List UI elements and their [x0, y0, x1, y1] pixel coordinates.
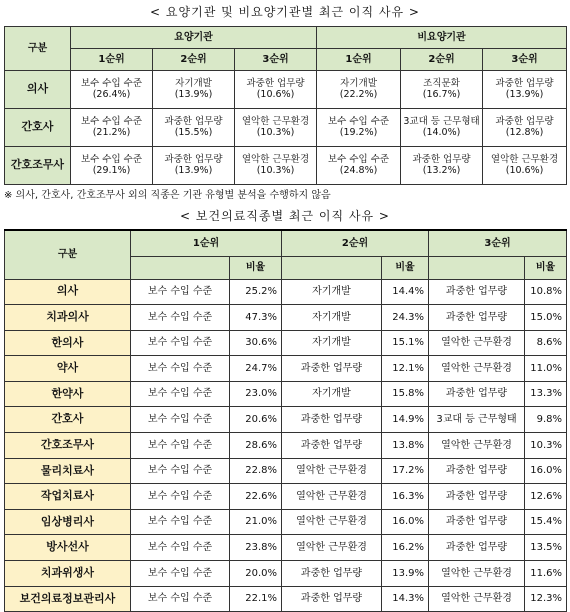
reason-cell: 보수 수입 수준: [131, 535, 230, 561]
row-label: 한의사: [5, 330, 131, 356]
reason-cell: 자기개발: [282, 381, 382, 407]
ratio-cell: 24.3%: [382, 305, 429, 331]
reason-cell: 과중한 업무량: [282, 356, 382, 382]
reason-text: 열악한 근무환경: [241, 115, 310, 127]
ratio-cell: 22.1%: [230, 586, 282, 612]
reason-text: 보수 수입 수준: [327, 115, 390, 127]
rank-header: 1순위: [131, 230, 282, 256]
reason-text: 3교대 등 근무형태: [403, 115, 480, 127]
reason-cell: 보수 수입 수준: [131, 458, 230, 484]
reason-percent: (10.6%): [256, 88, 295, 100]
reason-cell: 보수 수입 수준: [131, 586, 230, 612]
reason-text: 자기개발: [175, 77, 212, 89]
ratio-cell: 25.2%: [230, 279, 282, 305]
reason-cell: [235, 71, 317, 109]
ratio-cell: 30.6%: [230, 330, 282, 356]
reason-cell: 자기개발: [282, 330, 382, 356]
reason-cell: 과중한 업무량: [429, 381, 525, 407]
ratio-cell: 14.4%: [382, 279, 429, 305]
group-header-noncare: 비요양기관: [317, 27, 567, 49]
reason-cell: 열악한 근무환경: [429, 330, 525, 356]
reason-cell: 과중한 업무량: [429, 484, 525, 510]
table1-title: < 요양기관 및 비요양기관별 최근 이직 사유 >: [150, 5, 420, 19]
reason-text: 자기개발: [340, 77, 377, 89]
reason-percent: (14.0%): [422, 126, 461, 138]
row-label: 치과의사: [5, 305, 131, 331]
table-row: [5, 279, 567, 305]
ratio-cell: 22.8%: [230, 458, 282, 484]
reason-cell: 열악한 근무환경: [429, 433, 525, 459]
row-label: 약사: [5, 356, 131, 382]
ratio-header: 비율: [382, 256, 429, 279]
reason-cell: [483, 147, 567, 185]
row-label: 간호조무사: [5, 433, 131, 459]
reason-cell: 보수 수입 수준: [131, 381, 230, 407]
ratio-cell: 16.2%: [382, 535, 429, 561]
reason-percent: (21.2%): [92, 126, 131, 138]
ratio-cell: 21.0%: [230, 509, 282, 535]
table-row: [5, 356, 567, 382]
footnote: ※ 의사, 간호사, 간호조무사 외의 직종은 기관 유형별 분석을 수행하지 않음: [4, 190, 331, 201]
ratio-cell: 13.5%: [525, 535, 567, 561]
row-label: 치과위생사: [5, 561, 131, 587]
reason-cell: [401, 147, 483, 185]
reason-cell: 보수 수입 수준: [131, 484, 230, 510]
row-label: 간호사: [5, 407, 131, 433]
ratio-cell: 15.8%: [382, 381, 429, 407]
ratio-cell: 12.1%: [382, 356, 429, 382]
ratio-cell: 24.7%: [230, 356, 282, 382]
row-label: 보건의료정보관리사: [5, 586, 131, 612]
reason-text: 조직문화: [423, 77, 460, 89]
table-by-occupation: [4, 229, 567, 612]
reason-cell: 자기개발: [282, 279, 382, 305]
reason-percent: (10.3%): [256, 126, 295, 138]
ratio-cell: 12.6%: [525, 484, 567, 510]
reason-text: 과중한 업무량: [412, 153, 471, 165]
reason-cell: 과중한 업무량: [282, 561, 382, 587]
row-label: 의사: [5, 279, 131, 305]
reason-cell: [483, 71, 567, 109]
ratio-cell: 23.8%: [230, 535, 282, 561]
ratio-cell: 16.3%: [382, 484, 429, 510]
reason-cell: 보수 수입 수준: [131, 305, 230, 331]
rank-header: 1순위: [317, 49, 401, 71]
ratio-cell: 8.6%: [525, 330, 567, 356]
rank-header: 2순위: [401, 49, 483, 71]
reason-text: 과중한 업무량: [164, 115, 223, 127]
reason-cell: [401, 71, 483, 109]
reason-cell: [71, 71, 153, 109]
rank-header: 2순위: [153, 49, 235, 71]
reason-cell: 보수 수입 수준: [131, 561, 230, 587]
row-label: 간호조무사: [5, 147, 71, 185]
reason-cell: 보수 수입 수준: [131, 279, 230, 305]
ratio-cell: 9.8%: [525, 407, 567, 433]
ratio-cell: 47.3%: [230, 305, 282, 331]
reason-text: 보수 수입 수준: [327, 153, 390, 165]
reason-cell: [483, 109, 567, 147]
group-header-care: 요양기관: [71, 27, 317, 49]
reason-cell: [153, 147, 235, 185]
table1-corner: 구분: [5, 27, 71, 71]
reason-cell: 과중한 업무량: [429, 279, 525, 305]
reason-cell: [153, 71, 235, 109]
row-label: 한약사: [5, 381, 131, 407]
reason-percent: (19.2%): [339, 126, 378, 138]
table-row: [5, 484, 567, 510]
ratio-cell: 15.1%: [382, 330, 429, 356]
reason-percent: (13.2%): [422, 164, 461, 176]
table2-title: < 보건의료직종별 최근 이직 사유 >: [180, 209, 390, 223]
table-by-institution-type: [4, 26, 567, 185]
ratio-cell: 20.0%: [230, 561, 282, 587]
ratio-cell: 28.6%: [230, 433, 282, 459]
reason-cell: [153, 109, 235, 147]
ratio-cell: 14.9%: [382, 407, 429, 433]
reason-cell: [317, 147, 401, 185]
ratio-cell: 15.0%: [525, 305, 567, 331]
reason-cell: 열악한 근무환경: [282, 535, 382, 561]
ratio-cell: 16.0%: [382, 509, 429, 535]
reason-cell: 자기개발: [282, 305, 382, 331]
rank-header: 3순위: [483, 49, 567, 71]
rank-header: 3순위: [235, 49, 317, 71]
reason-text: 보수 수입 수준: [80, 77, 143, 89]
reason-cell: 과중한 업무량: [429, 509, 525, 535]
reason-cell: 열악한 근무환경: [429, 561, 525, 587]
reason-percent: (26.4%): [92, 88, 131, 100]
reason-cell: 보수 수입 수준: [131, 356, 230, 382]
reason-cell: 3교대 등 근무형태: [429, 407, 525, 433]
ratio-cell: 20.6%: [230, 407, 282, 433]
ratio-cell: 13.9%: [382, 561, 429, 587]
ratio-header: 비율: [230, 256, 282, 279]
reason-percent: (13.9%): [174, 164, 213, 176]
reason-cell: 과중한 업무량: [282, 407, 382, 433]
ratio-cell: 17.2%: [382, 458, 429, 484]
reason-cell: 열악한 근무환경: [429, 356, 525, 382]
reason-cell: 과중한 업무량: [429, 458, 525, 484]
table-row: [5, 407, 567, 433]
reason-text: 열악한 근무환경: [490, 153, 559, 165]
reason-cell: [317, 71, 401, 109]
row-label: 임상병리사: [5, 509, 131, 535]
reason-text: 열악한 근무환경: [241, 153, 310, 165]
row-label: 작업치료사: [5, 484, 131, 510]
reason-cell: [71, 147, 153, 185]
table-row: [5, 586, 567, 612]
reason-text: 보수 수입 수준: [80, 115, 143, 127]
reason-cell: [235, 109, 317, 147]
blank-header: [282, 256, 382, 279]
reason-cell: [71, 109, 153, 147]
reason-cell: [317, 109, 401, 147]
reason-cell: 열악한 근무환경: [282, 509, 382, 535]
reason-cell: 보수 수입 수준: [131, 509, 230, 535]
row-label: 의사: [5, 71, 71, 109]
reason-percent: (12.8%): [505, 126, 544, 138]
table-row: [5, 535, 567, 561]
reason-cell: 보수 수입 수준: [131, 330, 230, 356]
reason-percent: (22.2%): [339, 88, 378, 100]
reason-cell: 과중한 업무량: [429, 535, 525, 561]
table-row: [5, 381, 567, 407]
reason-text: 보수 수입 수준: [80, 153, 143, 165]
row-label: 방사선사: [5, 535, 131, 561]
reason-percent: (10.3%): [256, 164, 295, 176]
reason-percent: (24.8%): [339, 164, 378, 176]
reason-cell: [235, 147, 317, 185]
reason-cell: 열악한 근무환경: [429, 586, 525, 612]
table-row: [5, 458, 567, 484]
rank-header: 2순위: [282, 230, 429, 256]
rank-header: 3순위: [429, 230, 567, 256]
reason-text: 과중한 업무량: [246, 77, 305, 89]
ratio-cell: 11.6%: [525, 561, 567, 587]
ratio-cell: 14.3%: [382, 586, 429, 612]
reason-cell: 열악한 근무환경: [282, 458, 382, 484]
reason-cell: 과중한 업무량: [282, 586, 382, 612]
table-row: [5, 509, 567, 535]
ratio-cell: 23.0%: [230, 381, 282, 407]
reason-text: 과중한 업무량: [495, 77, 554, 89]
table-row: [5, 109, 567, 147]
table-row: [5, 305, 567, 331]
ratio-cell: 11.0%: [525, 356, 567, 382]
reason-cell: 과중한 업무량: [282, 433, 382, 459]
ratio-cell: 13.3%: [525, 381, 567, 407]
reason-cell: [401, 109, 483, 147]
blank-header: [131, 256, 230, 279]
ratio-cell: 10.8%: [525, 279, 567, 305]
reason-percent: (10.6%): [505, 164, 544, 176]
ratio-cell: 13.8%: [382, 433, 429, 459]
table2-corner: 구분: [5, 230, 131, 279]
ratio-cell: 12.3%: [525, 586, 567, 612]
table-row: [5, 147, 567, 185]
reason-cell: 과중한 업무량: [429, 305, 525, 331]
reason-cell: 보수 수입 수준: [131, 407, 230, 433]
reason-text: 과중한 업무량: [164, 153, 223, 165]
row-label: 물리치료사: [5, 458, 131, 484]
reason-text: 과중한 업무량: [495, 115, 554, 127]
reason-percent: (13.9%): [505, 88, 544, 100]
ratio-cell: 22.6%: [230, 484, 282, 510]
reason-percent: (13.9%): [174, 88, 213, 100]
reason-cell: 열악한 근무환경: [282, 484, 382, 510]
row-label: 간호사: [5, 109, 71, 147]
ratio-cell: 15.4%: [525, 509, 567, 535]
table-row: [5, 71, 567, 109]
blank-header: [429, 256, 525, 279]
table-row: [5, 330, 567, 356]
ratio-cell: 16.0%: [525, 458, 567, 484]
ratio-header: 비율: [525, 256, 567, 279]
reason-percent: (29.1%): [92, 164, 131, 176]
table-row: [5, 561, 567, 587]
reason-percent: (15.5%): [174, 126, 213, 138]
rank-header: 1순위: [71, 49, 153, 71]
reason-percent: (16.7%): [422, 88, 461, 100]
reason-cell: 보수 수입 수준: [131, 433, 230, 459]
ratio-cell: 10.3%: [525, 433, 567, 459]
table-row: [5, 433, 567, 459]
